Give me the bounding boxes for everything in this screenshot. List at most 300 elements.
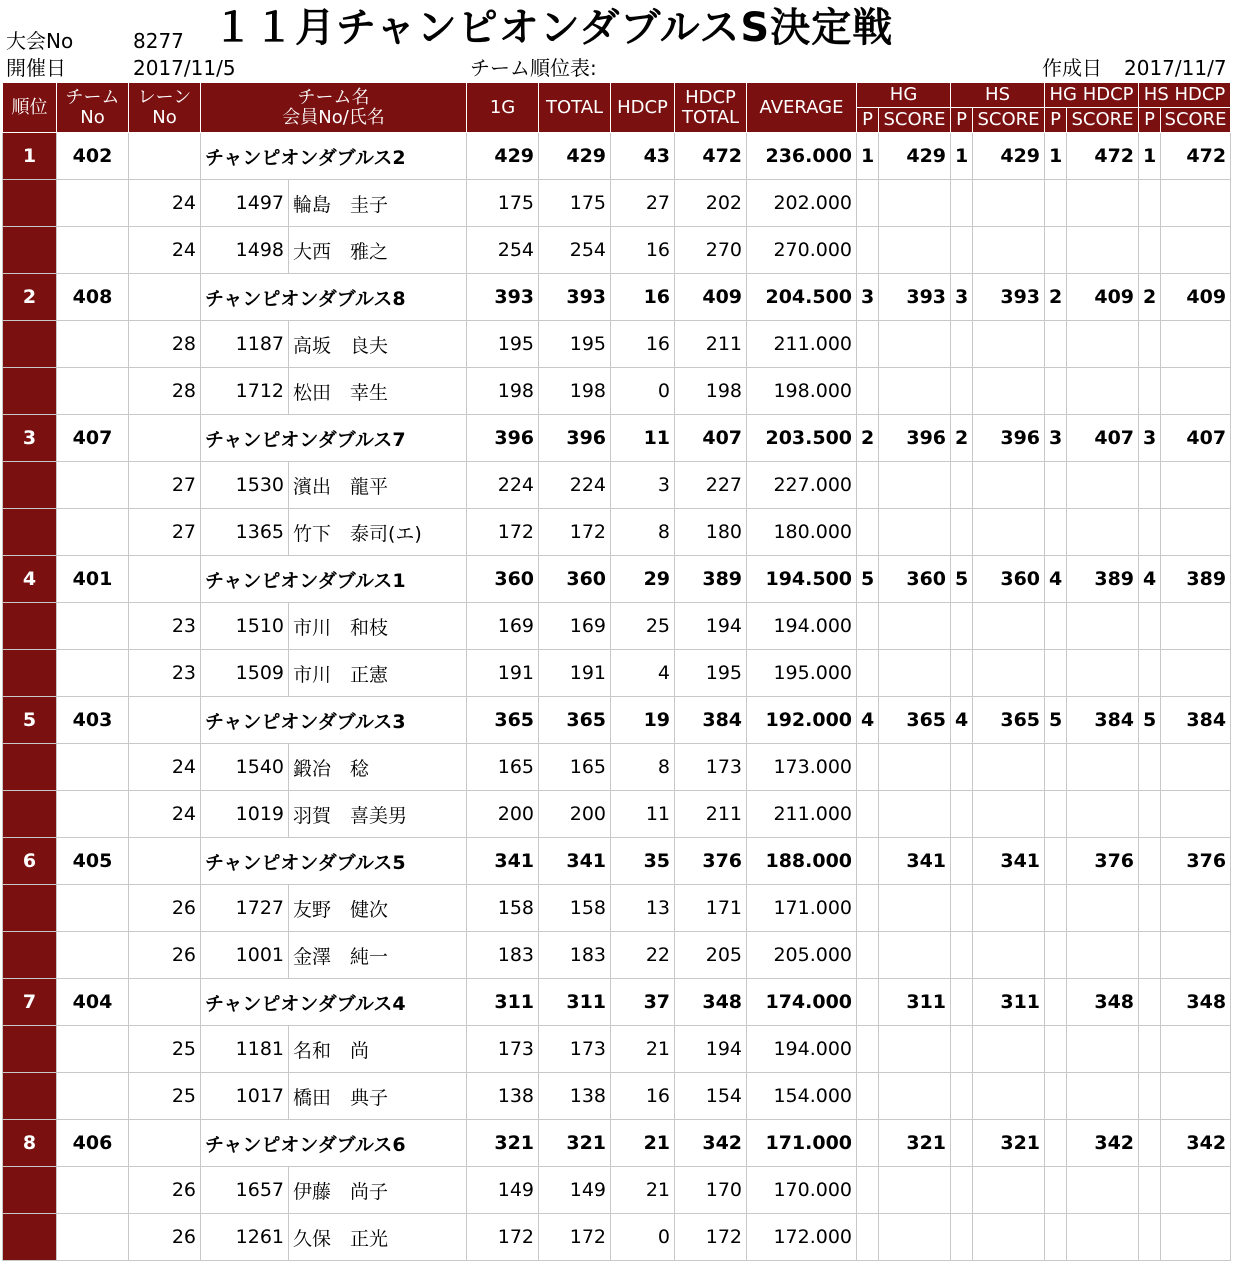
hdcp-cell: 16: [611, 227, 675, 274]
g1-cell: 224: [467, 462, 539, 509]
empty-cell: [951, 509, 973, 556]
member-name-cell: 名和 尚: [289, 1026, 467, 1073]
empty-cell: [973, 744, 1045, 791]
empty-cell: [879, 1167, 951, 1214]
team-name-cell: チャンピオンダブルス3: [201, 697, 467, 744]
hdcp-cell: 11: [611, 415, 675, 462]
g1-cell: 191: [467, 650, 539, 697]
hdcp-total-cell: 376: [675, 838, 747, 885]
empty-cell: [1139, 180, 1161, 227]
empty-cell: [951, 180, 973, 227]
lane-cell: [129, 133, 201, 180]
team-no-cell-blank: [57, 321, 129, 368]
empty-cell: [857, 1073, 879, 1120]
empty-cell: [1045, 1073, 1067, 1120]
sheet-label: チーム順位表:: [470, 56, 597, 80]
empty-cell: [1161, 227, 1231, 274]
hdcp-cell: 16: [611, 274, 675, 321]
empty-cell: [951, 1214, 973, 1261]
lane-cell: 24: [129, 791, 201, 838]
member-no-cell: 1017: [201, 1073, 289, 1120]
hs-hdcp-p-cell: [1139, 979, 1161, 1026]
hdcp-cell: 0: [611, 368, 675, 415]
empty-cell: [879, 1026, 951, 1073]
total-cell: 321: [539, 1120, 611, 1167]
empty-cell: [1067, 1167, 1139, 1214]
lane-cell: 26: [129, 1167, 201, 1214]
member-no-cell: 1498: [201, 227, 289, 274]
hg-hdcp-p-cell: 1: [1045, 133, 1067, 180]
g1-cell: 429: [467, 133, 539, 180]
average-cell: 195.000: [747, 650, 857, 697]
col-team-no-l1: チーム: [65, 86, 120, 108]
average-cell: 180.000: [747, 509, 857, 556]
lane-cell: 27: [129, 509, 201, 556]
team-name-cell: チャンピオンダブルス1: [201, 556, 467, 603]
empty-cell: [857, 227, 879, 274]
average-cell: 171.000: [747, 1120, 857, 1167]
empty-cell: [857, 368, 879, 415]
created-label: 作成日: [1042, 56, 1102, 80]
empty-cell: [857, 180, 879, 227]
total-cell: 172: [539, 509, 611, 556]
hdcp-cell: 4: [611, 650, 675, 697]
hs-hdcp-score-cell: 342: [1161, 1120, 1231, 1167]
lane-cell: 25: [129, 1073, 201, 1120]
member-name-cell: 松田 幸生: [289, 368, 467, 415]
average-cell: 236.000: [747, 133, 857, 180]
average-cell: 198.000: [747, 368, 857, 415]
col-team-no: [57, 83, 129, 133]
rank-cell-blank: [3, 509, 57, 556]
hg-hdcp-p-cell: 3: [1045, 415, 1067, 462]
hg-hdcp-score-cell: 389: [1067, 556, 1139, 603]
g1-cell: 138: [467, 1073, 539, 1120]
hs-p-cell: [951, 979, 973, 1026]
member-row: [3, 650, 1231, 697]
empty-cell: [1045, 368, 1067, 415]
total-cell: 175: [539, 180, 611, 227]
empty-cell: [1139, 368, 1161, 415]
created-date: 2017/11/7: [1124, 56, 1227, 80]
empty-cell: [879, 744, 951, 791]
empty-cell: [951, 932, 973, 979]
empty-cell: [1045, 1214, 1067, 1261]
hg-score-cell: 321: [879, 1120, 951, 1167]
rank-cell: 8: [3, 1120, 57, 1167]
empty-cell: [857, 509, 879, 556]
team-no-cell-blank: [57, 462, 129, 509]
member-row: [3, 180, 1231, 227]
hg-hdcp-score-cell: 376: [1067, 838, 1139, 885]
col-hs: HS: [951, 83, 1045, 108]
member-name-cell: 金澤 純一: [289, 932, 467, 979]
empty-cell: [857, 885, 879, 932]
empty-cell: [1067, 885, 1139, 932]
hdcp-cell: 19: [611, 697, 675, 744]
hdcp-total-cell: 270: [675, 227, 747, 274]
team-no-cell: 408: [57, 274, 129, 321]
member-no-cell: 1181: [201, 1026, 289, 1073]
empty-cell: [857, 744, 879, 791]
lane-cell: 23: [129, 650, 201, 697]
hg-hdcp-p-cell: 2: [1045, 274, 1067, 321]
hdcp-cell: 25: [611, 603, 675, 650]
rank-cell: 4: [3, 556, 57, 603]
col-hdcp-total: [675, 83, 747, 133]
empty-cell: [1067, 321, 1139, 368]
hs-score-cell: 311: [973, 979, 1045, 1026]
g1-cell: 254: [467, 227, 539, 274]
empty-cell: [1067, 462, 1139, 509]
col-hs-p: P: [951, 108, 973, 133]
hdcp-cell: 16: [611, 1073, 675, 1120]
member-no-cell: 1019: [201, 791, 289, 838]
hg-p-cell: [857, 1120, 879, 1167]
hs-hdcp-p-cell: [1139, 1120, 1161, 1167]
member-name-cell: 濱出 龍平: [289, 462, 467, 509]
empty-cell: [973, 321, 1045, 368]
hs-hdcp-score-cell: 407: [1161, 415, 1231, 462]
empty-cell: [1067, 1214, 1139, 1261]
rank-cell-blank: [3, 321, 57, 368]
member-no-cell: 1712: [201, 368, 289, 415]
total-cell: 183: [539, 932, 611, 979]
member-no-cell: 1540: [201, 744, 289, 791]
g1-cell: 169: [467, 603, 539, 650]
hs-score-cell: 321: [973, 1120, 1045, 1167]
g1-cell: 195: [467, 321, 539, 368]
empty-cell: [973, 791, 1045, 838]
team-no-cell: 405: [57, 838, 129, 885]
empty-cell: [1067, 744, 1139, 791]
col-hgh-p: P: [1045, 108, 1067, 133]
rank-cell: 6: [3, 838, 57, 885]
member-row: [3, 791, 1231, 838]
hdcp-total-cell: 195: [675, 650, 747, 697]
empty-cell: [1161, 509, 1231, 556]
empty-cell: [1045, 791, 1067, 838]
average-cell: 270.000: [747, 227, 857, 274]
total-cell: 172: [539, 1214, 611, 1261]
average-cell: 188.000: [747, 838, 857, 885]
member-name-cell: 羽賀 喜美男: [289, 791, 467, 838]
empty-cell: [879, 885, 951, 932]
team-no-cell-blank: [57, 932, 129, 979]
lane-cell: [129, 1120, 201, 1167]
rank-cell-blank: [3, 791, 57, 838]
hg-hdcp-score-cell: 472: [1067, 133, 1139, 180]
hdcp-total-cell: 342: [675, 1120, 747, 1167]
average-cell: 194.000: [747, 1026, 857, 1073]
hs-p-cell: [951, 1120, 973, 1167]
total-cell: 169: [539, 603, 611, 650]
empty-cell: [1139, 603, 1161, 650]
hs-hdcp-score-cell: 472: [1161, 133, 1231, 180]
col-hdcp-total-l1: HDCP: [685, 86, 736, 108]
g1-cell: 321: [467, 1120, 539, 1167]
hdcp-total-cell: 205: [675, 932, 747, 979]
col-name-l2: 会員No/氏名: [282, 106, 385, 128]
member-name-cell: 市川 正憲: [289, 650, 467, 697]
empty-cell: [1067, 791, 1139, 838]
team-row: [3, 274, 1231, 321]
col-hs-hdcp: HS HDCP: [1139, 83, 1231, 108]
empty-cell: [879, 932, 951, 979]
col-team-no-l2: No: [80, 106, 105, 128]
rank-cell-blank: [3, 462, 57, 509]
empty-cell: [1045, 1026, 1067, 1073]
member-no-cell: 1727: [201, 885, 289, 932]
empty-cell: [1139, 227, 1161, 274]
empty-cell: [951, 1026, 973, 1073]
hg-score-cell: 396: [879, 415, 951, 462]
empty-cell: [1161, 603, 1231, 650]
total-cell: 200: [539, 791, 611, 838]
team-no-cell-blank: [57, 791, 129, 838]
event-no: 8277: [133, 29, 184, 53]
rank-cell-blank: [3, 1167, 57, 1214]
hdcp-cell: 21: [611, 1167, 675, 1214]
empty-cell: [879, 650, 951, 697]
empty-cell: [973, 368, 1045, 415]
total-cell: 311: [539, 979, 611, 1026]
empty-cell: [973, 1026, 1045, 1073]
empty-cell: [1161, 462, 1231, 509]
member-name-cell: 伊藤 尚子: [289, 1167, 467, 1214]
member-row: [3, 462, 1231, 509]
col-lane-no: [129, 83, 201, 133]
member-name-cell: 友野 健次: [289, 885, 467, 932]
team-no-cell: 407: [57, 415, 129, 462]
lane-cell: [129, 979, 201, 1026]
member-name-cell: 久保 正光: [289, 1214, 467, 1261]
empty-cell: [973, 1167, 1045, 1214]
member-name-cell: 大西 雅之: [289, 227, 467, 274]
hg-hdcp-p-cell: [1045, 838, 1067, 885]
member-no-cell: 1261: [201, 1214, 289, 1261]
average-cell: 174.000: [747, 979, 857, 1026]
empty-cell: [973, 1214, 1045, 1261]
empty-cell: [951, 1167, 973, 1214]
member-row: [3, 932, 1231, 979]
empty-cell: [973, 603, 1045, 650]
hs-p-cell: 2: [951, 415, 973, 462]
rank-cell-blank: [3, 1214, 57, 1261]
hg-hdcp-p-cell: 4: [1045, 556, 1067, 603]
empty-cell: [879, 509, 951, 556]
member-name-cell: 市川 和枝: [289, 603, 467, 650]
average-cell: 211.000: [747, 321, 857, 368]
hdcp-total-cell: 171: [675, 885, 747, 932]
table-body: [3, 133, 1231, 1261]
rank-cell: 5: [3, 697, 57, 744]
team-no-cell: 406: [57, 1120, 129, 1167]
hg-p-cell: 1: [857, 133, 879, 180]
lane-cell: 26: [129, 885, 201, 932]
empty-cell: [951, 321, 973, 368]
empty-cell: [1161, 180, 1231, 227]
team-no-cell-blank: [57, 885, 129, 932]
hdcp-cell: 21: [611, 1120, 675, 1167]
team-no-cell-blank: [57, 603, 129, 650]
empty-cell: [951, 1073, 973, 1120]
col-hgh-score: SCORE: [1067, 108, 1139, 133]
col-rank: 順位: [3, 83, 57, 133]
member-row: [3, 1167, 1231, 1214]
rank-cell-blank: [3, 650, 57, 697]
empty-cell: [1067, 368, 1139, 415]
empty-cell: [879, 321, 951, 368]
empty-cell: [1067, 932, 1139, 979]
col-hsh-p: P: [1139, 108, 1161, 133]
hg-score-cell: 311: [879, 979, 951, 1026]
average-cell: 171.000: [747, 885, 857, 932]
member-no-cell: 1497: [201, 180, 289, 227]
team-name-cell: チャンピオンダブルス5: [201, 838, 467, 885]
total-cell: 195: [539, 321, 611, 368]
empty-cell: [973, 650, 1045, 697]
empty-cell: [1045, 885, 1067, 932]
empty-cell: [1139, 462, 1161, 509]
hs-hdcp-p-cell: 3: [1139, 415, 1161, 462]
hg-score-cell: 429: [879, 133, 951, 180]
empty-cell: [951, 603, 973, 650]
hdcp-total-cell: 198: [675, 368, 747, 415]
member-no-cell: 1187: [201, 321, 289, 368]
rank-cell: 7: [3, 979, 57, 1026]
lane-cell: [129, 274, 201, 321]
rank-cell-blank: [3, 885, 57, 932]
empty-cell: [951, 650, 973, 697]
hdcp-total-cell: 154: [675, 1073, 747, 1120]
g1-cell: 183: [467, 932, 539, 979]
member-no-cell: 1657: [201, 1167, 289, 1214]
hg-hdcp-score-cell: 342: [1067, 1120, 1139, 1167]
lane-cell: 24: [129, 180, 201, 227]
hg-hdcp-score-cell: 409: [1067, 274, 1139, 321]
event-no-label: 大会No: [6, 29, 74, 53]
lane-cell: [129, 838, 201, 885]
empty-cell: [1139, 885, 1161, 932]
g1-cell: 365: [467, 697, 539, 744]
col-hsh-score: SCORE: [1161, 108, 1231, 133]
hg-hdcp-p-cell: [1045, 1120, 1067, 1167]
empty-cell: [1161, 791, 1231, 838]
table-header: [3, 83, 1231, 133]
average-cell: 194.500: [747, 556, 857, 603]
average-cell: 211.000: [747, 791, 857, 838]
empty-cell: [951, 885, 973, 932]
hs-hdcp-score-cell: 384: [1161, 697, 1231, 744]
hs-p-cell: 5: [951, 556, 973, 603]
empty-cell: [1067, 1026, 1139, 1073]
hdcp-total-cell: 227: [675, 462, 747, 509]
team-row: [3, 556, 1231, 603]
rank-cell-blank: [3, 180, 57, 227]
total-cell: 149: [539, 1167, 611, 1214]
hg-p-cell: 5: [857, 556, 879, 603]
col-hg-score: SCORE: [879, 108, 951, 133]
empty-cell: [951, 462, 973, 509]
ranking-table: [2, 82, 1231, 1261]
hs-hdcp-p-cell: 4: [1139, 556, 1161, 603]
lane-cell: [129, 415, 201, 462]
member-row: [3, 321, 1231, 368]
empty-cell: [879, 227, 951, 274]
member-row: [3, 1214, 1231, 1261]
empty-cell: [1161, 932, 1231, 979]
rank-cell-blank: [3, 744, 57, 791]
empty-cell: [1045, 462, 1067, 509]
empty-cell: [1161, 1214, 1231, 1261]
empty-cell: [1161, 650, 1231, 697]
team-name-cell: チャンピオンダブルス7: [201, 415, 467, 462]
total-cell: 396: [539, 415, 611, 462]
empty-cell: [1139, 791, 1161, 838]
empty-cell: [973, 1073, 1045, 1120]
empty-cell: [973, 227, 1045, 274]
total-cell: 191: [539, 650, 611, 697]
empty-cell: [1161, 1073, 1231, 1120]
total-cell: 254: [539, 227, 611, 274]
col-hg-p: P: [857, 108, 879, 133]
hg-p-cell: 2: [857, 415, 879, 462]
empty-cell: [879, 462, 951, 509]
empty-cell: [1067, 509, 1139, 556]
lane-cell: 28: [129, 321, 201, 368]
hdcp-total-cell: 384: [675, 697, 747, 744]
hs-hdcp-score-cell: 348: [1161, 979, 1231, 1026]
hg-hdcp-score-cell: 348: [1067, 979, 1139, 1026]
rank-cell: 2: [3, 274, 57, 321]
empty-cell: [1045, 1167, 1067, 1214]
g1-cell: 341: [467, 838, 539, 885]
total-cell: 165: [539, 744, 611, 791]
team-name-cell: チャンピオンダブルス8: [201, 274, 467, 321]
page-title: １１月チャンピオンダブルスS決定戦: [213, 5, 894, 51]
lane-cell: 23: [129, 603, 201, 650]
col-lane-l2: No: [152, 106, 177, 128]
team-row: [3, 133, 1231, 180]
hdcp-total-cell: 194: [675, 1026, 747, 1073]
team-row: [3, 838, 1231, 885]
hdcp-total-cell: 211: [675, 321, 747, 368]
average-cell: 192.000: [747, 697, 857, 744]
empty-cell: [1067, 180, 1139, 227]
member-row: [3, 227, 1231, 274]
hdcp-cell: 27: [611, 180, 675, 227]
empty-cell: [1045, 180, 1067, 227]
lane-cell: 24: [129, 744, 201, 791]
team-no-cell-blank: [57, 1073, 129, 1120]
hdcp-cell: 8: [611, 509, 675, 556]
rank-cell-blank: [3, 932, 57, 979]
team-no-cell-blank: [57, 509, 129, 556]
empty-cell: [1161, 321, 1231, 368]
member-no-cell: 1530: [201, 462, 289, 509]
hdcp-total-cell: 389: [675, 556, 747, 603]
total-cell: 198: [539, 368, 611, 415]
team-row: [3, 979, 1231, 1026]
hdcp-total-cell: 407: [675, 415, 747, 462]
hdcp-total-cell: 194: [675, 603, 747, 650]
empty-cell: [879, 1073, 951, 1120]
empty-cell: [1139, 744, 1161, 791]
hdcp-cell: 0: [611, 1214, 675, 1261]
total-cell: 360: [539, 556, 611, 603]
member-name-cell: 輪島 圭子: [289, 180, 467, 227]
